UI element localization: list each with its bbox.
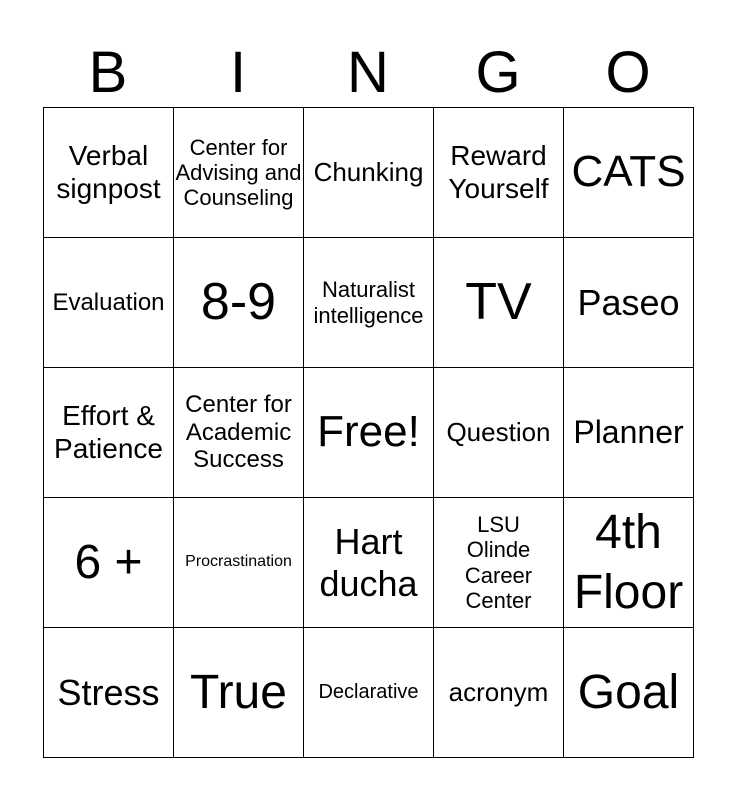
- bingo-cell[interactable]: [304, 108, 434, 238]
- bingo-cell[interactable]: [44, 498, 174, 628]
- bingo-cell[interactable]: [564, 238, 694, 368]
- bingo-cell[interactable]: [174, 368, 304, 498]
- header-letter-o: O: [605, 40, 651, 105]
- header-letter-i: I: [229, 40, 247, 105]
- bingo-card: [43, 107, 694, 758]
- bingo-cell[interactable]: [564, 108, 694, 238]
- bingo-cell[interactable]: [44, 238, 174, 368]
- bingo-cell[interactable]: [564, 628, 694, 758]
- cell-label: Center for Advising and Counseling: [175, 134, 302, 211]
- cell-label: 8-9: [200, 272, 277, 331]
- cell-label: 4th Floor: [573, 505, 684, 619]
- cell-label: Declarative: [318, 681, 419, 703]
- bingo-cell[interactable]: [434, 108, 564, 238]
- bingo-cell[interactable]: [44, 628, 174, 758]
- cell-label: LSU Olinde Career Center: [464, 511, 533, 613]
- cell-label: True: [190, 665, 287, 719]
- bingo-cell[interactable]: [44, 108, 174, 238]
- cell-label: Question: [446, 416, 551, 447]
- header-letter-b: B: [88, 40, 128, 105]
- header-letter-n: N: [347, 40, 389, 105]
- bingo-cell[interactable]: [44, 368, 174, 498]
- cell-label: Reward Yourself: [448, 140, 549, 204]
- bingo-cell[interactable]: [564, 498, 694, 628]
- bingo-cell[interactable]: [304, 628, 434, 758]
- header-letter-g: G: [475, 40, 521, 105]
- bingo-cell[interactable]: [434, 498, 564, 628]
- cell-label: Goal: [577, 665, 680, 719]
- bingo-cell[interactable]: [434, 238, 564, 368]
- bingo-cell[interactable]: [174, 108, 304, 238]
- cell-label: Verbal signpost: [56, 140, 161, 204]
- cell-label: Planner: [573, 414, 684, 451]
- bingo-cell[interactable]: [304, 238, 434, 368]
- bingo-header: [43, 38, 693, 108]
- cell-label: 6 +: [74, 535, 143, 589]
- bingo-cell[interactable]: [304, 498, 434, 628]
- cell-label: Paseo: [577, 281, 680, 323]
- cell-label: Hart ducha: [319, 521, 418, 604]
- cell-label: Effort & Patience: [54, 400, 163, 464]
- free-space-label: Free!: [317, 407, 420, 457]
- cell-label: Procrastination: [185, 553, 292, 571]
- bingo-cell[interactable]: [174, 238, 304, 368]
- bingo-cell[interactable]: [434, 368, 564, 498]
- cell-label: Evaluation: [52, 288, 165, 316]
- cell-label: acronym: [448, 676, 549, 707]
- cell-label: Chunking: [313, 156, 424, 187]
- cell-label: Naturalist intelligence: [313, 277, 424, 328]
- cell-label: CATS: [571, 147, 686, 197]
- bingo-cell[interactable]: [174, 628, 304, 758]
- cell-label: TV: [465, 272, 532, 331]
- cell-label: Stress: [57, 671, 160, 713]
- bingo-cell[interactable]: [434, 628, 564, 758]
- cell-label: Center for Academic Success: [185, 391, 292, 474]
- bingo-cell[interactable]: [564, 368, 694, 498]
- free-space-cell[interactable]: [304, 368, 434, 498]
- bingo-cell[interactable]: [174, 498, 304, 628]
